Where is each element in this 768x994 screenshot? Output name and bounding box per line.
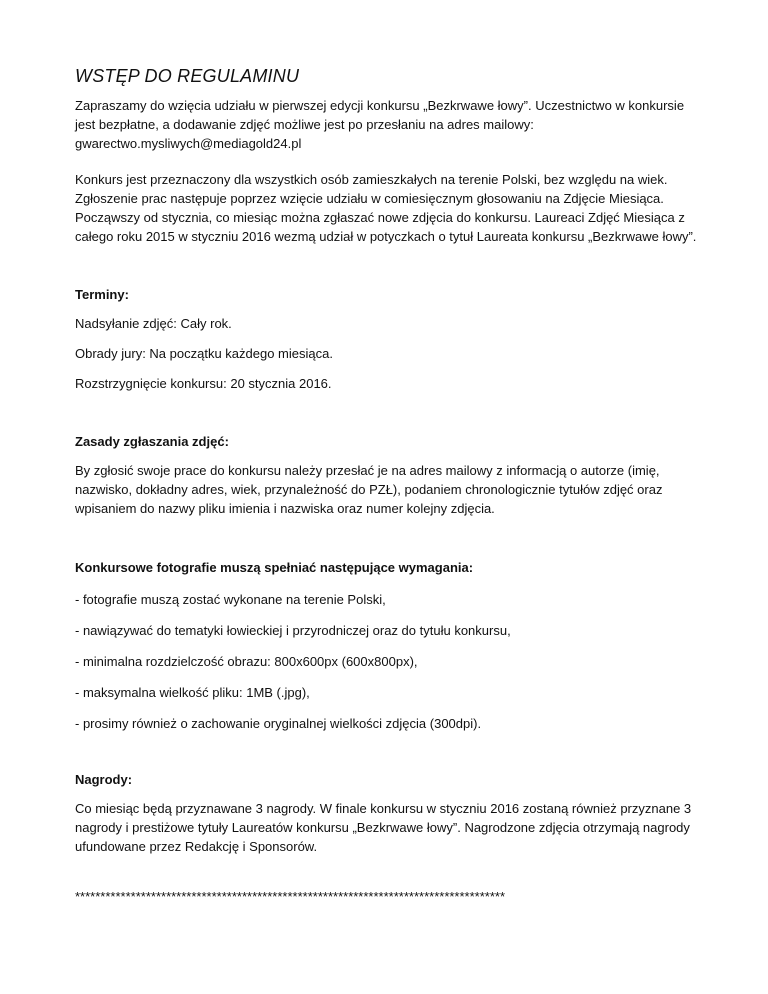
prizes-heading: Nagrody: bbox=[75, 772, 133, 787]
intro-paragraph-1: Zapraszamy do wzięcia udziału w pierwszej edycji konkursu „Bezkrwawe łowy”. Uczestnictwo w konkursie jest bezpłatne, a dodawanie zdjęć możliwe jest po przesłaniu na adres mailowy: gwarectwo.mysliwych@mediagold24.pl bbox=[75, 98, 685, 151]
terms-heading: Terminy: bbox=[75, 287, 129, 302]
requirements-heading: Konkursowe fotografie muszą spełniać następujące wymagania: bbox=[75, 560, 474, 575]
requirements-item: - fotografie muszą zostać wykonane na terenie Polski, bbox=[75, 592, 386, 607]
document-title: WSTĘP DO REGULAMINU bbox=[75, 66, 300, 86]
intro-paragraph-2: Konkurs jest przeznaczony dla wszystkich osób zamieszkałych na terenie Polski, bez względu na wiek. Zgłoszenie prac następuje poprzez wzięcie udziału w comiesięcznym głosowaniu na Zdjęcie Miesiąca. Począwszy od stycznia, co miesiąc można zgłaszać nowe zdjęcia do konkursu. Laureaci Zdjęć Miesiąca z całego roku 2015 w styczniu 2016 wezmą udział w potyczkach o tytuł Laureata konkursu „Bezkrwawe łowy”. bbox=[75, 172, 697, 244]
terms-item: Rozstrzygnięcie konkursu: 20 stycznia 2016. bbox=[75, 376, 332, 391]
terms-item: Nadsyłanie zdjęć: Cały rok. bbox=[75, 316, 232, 331]
requirements-item: - prosimy również o zachowanie oryginalnej wielkości zdjęcia (300dpi). bbox=[75, 716, 482, 731]
requirements-item: - nawiązywać do tematyki łowieckiej i przyrodniczej oraz do tytułu konkursu, bbox=[75, 623, 511, 638]
requirements-item: - minimalna rozdzielczość obrazu: 800x600px (600x800px), bbox=[75, 654, 418, 669]
rules-heading: Zasady zgłaszania zdjęć: bbox=[75, 434, 229, 449]
terms-item: Obrady jury: Na początku każdego miesiąca. bbox=[75, 346, 333, 361]
requirements-item: - maksymalna wielkość pliku: 1MB (.jpg), bbox=[75, 685, 310, 700]
rules-paragraph: By zgłosić swoje prace do konkursu należy przesłać je na adres mailowy z informacją o autorze (imię, nazwisko, dokładny adres, wiek, przynależność do PZŁ), podaniem chronologicznie tytułów zdjęć oraz wpisaniem do nazwy pliku imienia i nazwiska oraz numer kolejny zdjęcia. bbox=[75, 463, 663, 516]
prizes-paragraph: Co miesiąc będą przyznawane 3 nagrody. W finale konkursu w styczniu 2016 zostaną również przyznane 3 nagrody i prestiżowe tytuły Laureatów konkursu „Bezkrwawe łowy”. Nagrodzone zdjęcia otrzymają nagrody ufundowane przez Redakcję i Sponsorów. bbox=[75, 801, 692, 854]
separator-line: ************************************************************************************* bbox=[75, 889, 506, 904]
